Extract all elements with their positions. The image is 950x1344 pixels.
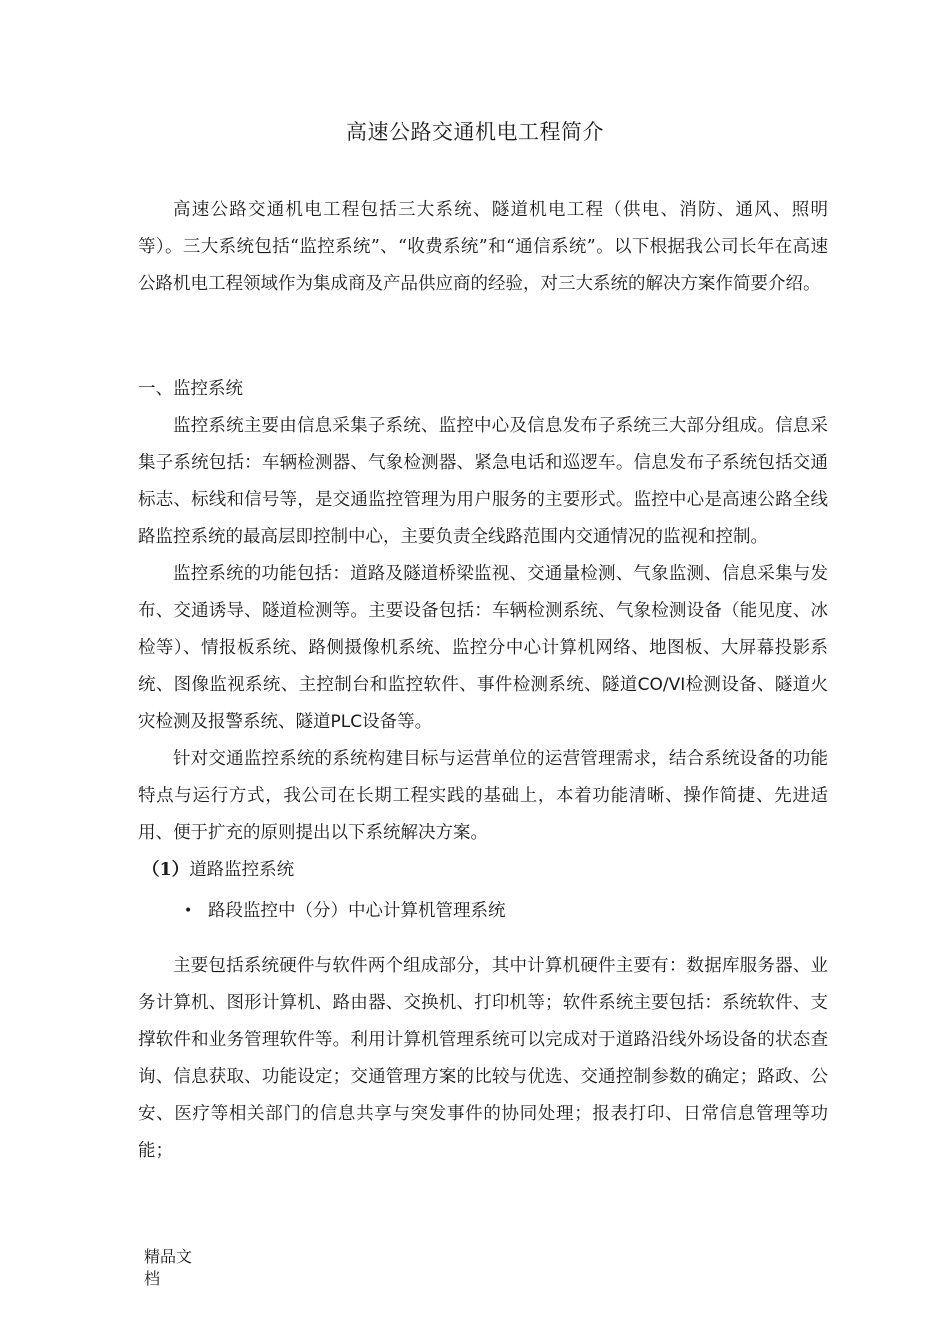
- bullet-dot-icon: •: [184, 903, 193, 919]
- bullet-item: [138, 893, 828, 930]
- intro-block: [138, 192, 828, 303]
- monitoring-paragraph-1: 监控系统主要由信息采集子系统、监控中心及信息发布子系统三大部分组成。信息采集子系统包括：车辆检测器、气象检测器、紧急电话和巡逻车。信息发布子系统包括交通标志、标线和信号等，是交通监控管理为用户服务的主要形式。监控中心是高速公路全线路监控系统的最高层即控制中心，主要负责全线路范围内交通情况的监视和控制。: [138, 416, 828, 547]
- computer-management-paragraph: 主要包括系统硬件与软件两个组成部分，其中计算机硬件主要有：数据库服务器、业务计算机、图形计算机、路由器、交换机、打印机等；软件系统主要包括：系统软件、支撑软件和业务管理软件等。利用计算机管理系统可以完成对于道路沿线外场设备的状态查询、信息获取、功能设定；交通管理方案的比较与优选、交通控制参数的确定；路政、公安、医疗等相关部门的信息共享与突发事件的协同处理；报表打印、日常信息管理等功能；: [138, 956, 828, 1161]
- monitoring-paragraph-2: [138, 556, 828, 741]
- section-heading: 一、监控系统: [138, 379, 243, 399]
- para2-covi: CO/VI: [637, 675, 686, 695]
- footer-line-2: 档: [144, 1269, 161, 1288]
- para2-text-c: 检测设备、隧道火灾检测及报警系统、隧道: [138, 675, 828, 732]
- intro-paragraph: 高速公路交通机电工程包括三大系统、隧道机电工程（供电、消防、通风、照明等）。三大系统包括“监控系统”、“收费系统”和“通信系统”。以下根据我公司长年在高速公路机电工程领域作为集成商及产品供应商的经验，对三大系统的解决方案作简要介绍。: [138, 200, 828, 294]
- document-title: 高速公路交通机电工程简介: [346, 120, 604, 144]
- subsection-heading: [138, 852, 828, 889]
- subsection-number: （1）: [142, 860, 190, 880]
- para2-plc: PLC: [330, 712, 363, 732]
- para2-text-e: 设备等。: [362, 712, 433, 732]
- monitoring-paragraph-3: 针对交通监控系统的系统构建目标与运营单位的运营管理需求，结合系统设备的功能特点与运行方式，我公司在长期工程实践的基础上，本着功能清晰、操作简捷、先进适用、便于扩充的原则提出以下系统解决方案。: [138, 749, 828, 843]
- section-monitoring: [138, 371, 828, 1170]
- bullet-text: 路段监控中（分）中心计算机管理系统: [208, 901, 506, 921]
- subsection-title: 道路监控系统: [189, 860, 295, 880]
- footer-watermark: [144, 1246, 204, 1290]
- para2-text-a: 监控系统的功能包括：道路及隧道桥梁监视、交通量检测、气象监测、信息采集与发布、交通诱导、隧道检测等。主要设备包括：车辆检测系统、气象检测设备（能见度、冰检等）、情报板系统、路侧摄像机系统、监控分中心计算机网络、地图板、大屏幕投影系统、图像监视系统、主控制台和监控软件、事件检测系统、隧道: [138, 564, 828, 695]
- footer-line-1: 精品文: [144, 1247, 193, 1266]
